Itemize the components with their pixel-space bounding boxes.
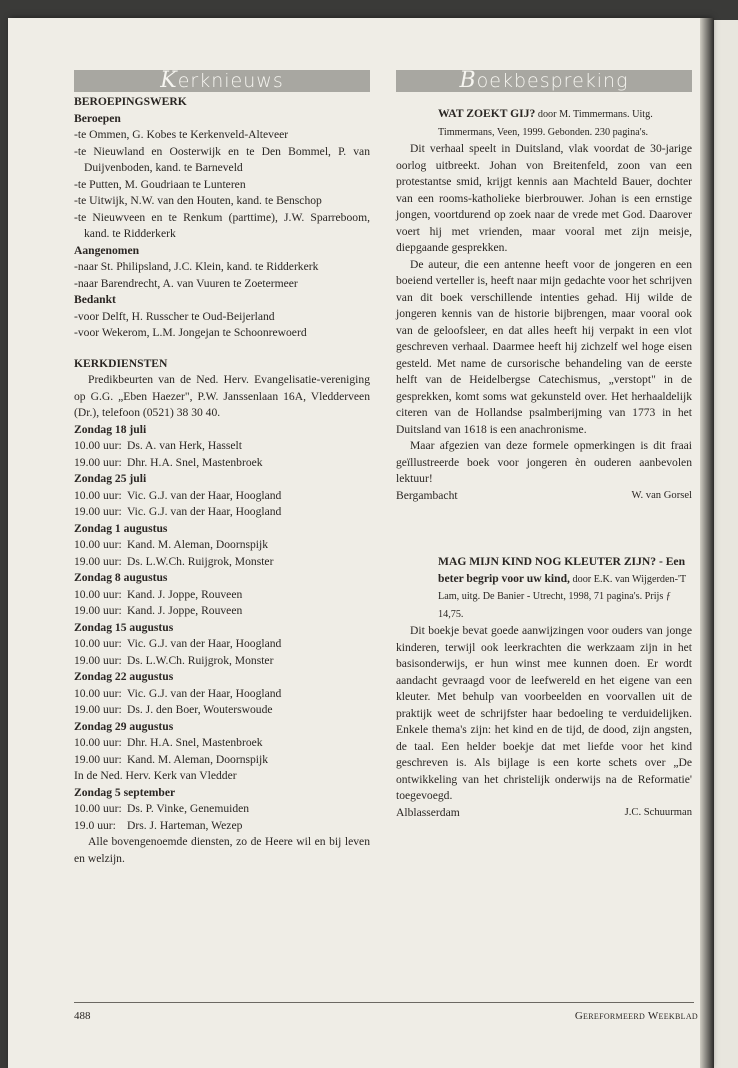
service-preacher: Vic. G.J. van der Haar, Hoogland [127,637,282,650]
kerknieuws-body [74,94,370,867]
kerknieuws-column [74,70,370,867]
service-time: 19.00 uur: [74,455,122,469]
review-1-heading [396,106,692,141]
publication-title: Gereformeerd Weekblad [574,1010,698,1022]
service-time: 10.00 uur: [74,686,122,700]
aangenomen-item: - naar St. Philipsland, J.C. Klein, kand. te Ridderkerk [74,259,370,276]
service-date: Zondag 15 augustus [74,620,174,634]
boekbespreking-header [396,70,692,92]
service-day [74,521,370,571]
service-day [74,471,370,521]
service-line [74,686,370,703]
service-date: Zondag 1 augustus [74,521,168,535]
service-preacher: Vic. G.J. van der Haar, Hoogland [127,686,282,700]
boekbespreking-column [396,70,692,821]
footer-rule [74,1002,694,1003]
aangenomen-title: Aangenomen [74,243,140,257]
service-line [74,587,370,604]
kerkdiensten-intro: Predikbeurten van de Ned. Herv. Evangelisatie-vereniging op G.G. „Eben Haezer", P.W. Janssenlaan 16A, Vledderveen (Dr.), telefoon (0521) 38 30 40. [74,373,370,419]
service-preacher: Vic. G.J. van der Haar, Hoogland [127,505,282,518]
service-date: Zondag 18 juli [74,422,147,436]
service-preacher: Kand. J. Joppe, Rouveen [127,604,243,617]
service-time: 10.00 uur: [74,637,122,650]
service-line [74,752,370,769]
boekbespreking-header-rest: oekbespreking [476,70,629,92]
service-time: 19.00 uur: [74,653,122,667]
aangenomen-item: - naar Barendrecht, A. van Vuuren te Zoetermeer [74,276,370,293]
kerknieuws-header-initial: K [160,68,178,93]
service-time: 19.00 uur: [74,752,122,766]
service-line [74,438,370,455]
service-time: 10.00 uur: [74,488,122,502]
service-preacher: Ds. A. van Herk, Hasselt [127,439,242,452]
service-time: 10.00 uur: [74,439,122,452]
service-preacher: Vic. G.J. van der Haar, Hoogland [127,488,282,502]
bedankt-item: - voor Wekerom, L.M. Jongejan te Schoonrewoerd [74,325,370,342]
kerknieuws-header-rest: erknieuws [177,70,284,92]
bedankt-item: - voor Delft, H. Russcher te Oud-Beijerland [74,309,370,326]
service-line [74,801,370,818]
service-time: 10.00 uur: [74,802,122,815]
review-1-title: WAT ZOEKT GIJ? [438,107,536,120]
service-preacher: Ds. P. Vinke, Genemuiden [127,802,250,815]
service-preacher: Kand. M. Aleman, Doornspijk [127,538,269,551]
service-line [74,603,370,620]
review-2-paragraph: Dit boekje bevat goede aanwijzingen voor ouders van jonge kinderen, terwijl ook leerkrachten die werkzaam zijn in het basisonderwijs, er hun winst mee kunnen doen. Er wordt aandacht gevraagd voor de leefwereld en het eigene van een kleuter. Met behulp van voorbeelden en voorvallen uit de praktijk weet de schrijfster haar bedoeling te verduidelijken. Enkele thema's zijn: het kind en de tijd, de dood, zijn angsten, de taal. Een helder boekje dat met liefde voor het kind geschreven is. Als bijlage is een korte schets over „De ontwikkeling van het christelijk onderwijs na de Reformatie' toegevoegd. [396,624,692,802]
service-day [74,422,370,472]
beroepen-item: - te Ommen, G. Kobes te Kerkenveld-Alteveer [74,127,370,144]
review-1-paragraph: De auteur, die een antenne heeft voor de jongeren en een boeiend verteller is, heeft naar mijn gedachte voor het schrijven van dit boek verschillende intenties gehad. Hij wilde de jongeren kennis van de historie bijbrengen, maar vooral ook van de geloofsleer, en dat alles heeft hij verpakt in een vlot geschreven verhaal. Daarmee heeft hij zichzelf wel hoge eisen gesteld. Met name de cursorische behandeling van de eerste helft van de Heidelbergse Catechismus, „verstopt" in de gesprekken, komt soms wat gekunsteld over. Het herhaaldelijk citeren van de Hollandse psalmberijming van 1773 in het Duitsland van 1618 is een anachronisme. [396,257,692,436]
service-line [74,735,370,752]
service-time: 19.00 uur: [74,703,122,716]
service-line [74,504,370,521]
next-page-edge [714,20,738,1068]
review-1-meta: door M. Timmermans. Uitg. Timmermans, Veen, 1999. Gebonden. 230 pagina's. [438,109,653,138]
service-time: 19.00 uur: [74,505,122,518]
service-date: Zondag 29 augustus [74,719,174,733]
service-time: 10.00 uur: [74,538,122,551]
kerkdiensten-closing: Alle bovengenoemde diensten, zo de Heere wil en bij leven en welzijn. [74,835,370,865]
book-gutter [700,18,714,1068]
beroepen-item: - te Putten, M. Goudriaan te Lunteren [74,177,370,194]
kerknieuws-header [74,70,370,92]
review-1-paragraph: Maar afgezien van deze formele opmerkingen is dit fraai geïllustreerde boek voor jongeren èn ouderen aanbevolen lektuur! [396,439,692,485]
service-line [74,818,370,835]
review-2 [396,554,692,821]
service-time: 10.00 uur: [74,587,122,601]
service-line [74,488,370,505]
service-line [74,636,370,653]
service-line [74,537,370,554]
service-preacher: Dhr. H.A. Snel, Mastenbroek [127,455,263,469]
service-preacher: Dhr. H.A. Snel, Mastenbroek [127,736,263,749]
service-time: 10.00 uur: [74,736,122,749]
service-day [74,570,370,620]
service-line [74,554,370,571]
review-2-heading [396,554,692,623]
beroepen-item: - te Nieuwland en Oosterwijk en te Den Bommel, P. van Duijvenboden, kand. te Barneveld [74,144,370,177]
service-preacher: Kand. J. Joppe, Rouveen [127,587,243,601]
service-time: 19.00 uur: [74,604,122,617]
review-1-author: W. van Gorsel [631,489,692,501]
service-preacher: Kand. M. Aleman, Doornspijk [127,752,269,766]
service-time: 19.00 uur: [74,554,122,568]
service-date: Zondag 8 augustus [74,571,168,584]
service-preacher: Ds. L.W.Ch. Ruijgrok, Monster [127,653,274,667]
review-1 [396,106,692,504]
boekbespreking-header-initial: B [459,68,477,93]
review-1-paragraph: Dit verhaal speelt in Duitsland, vlak voordat de 30-jarige oorlog uitbreekt. Johan von Breitenfeld, zoon van een protestantse smid, krijgt kennis aan Machteld Bauer, dochter van een rooms-katholieke bierbrouwer. Johan is een ernstige jongen, voortdurend op zoek naar de vrede met God. Daarover voert hij met vrienden, maar vooral met zijn meisje, diepgaande gesprekken. [396,142,692,254]
service-line [74,702,370,719]
review-2-place: Alblasserdam [396,805,460,819]
beroepen-item: - te Nieuwveen en te Renkum (parttime), J.W. Sparreboom, kand. te Ridderkerk [74,210,370,243]
review-2-meta: door E.K. van Wijgerden-'T Lam, uitg. De Banier - Utrecht, 1998, 71 pagina's. Prijs ƒ 14,75. [438,573,686,620]
beroepen-title: Beroepen [74,111,121,125]
bedankt-title: Bedankt [74,293,116,306]
review-2-signature [396,805,692,822]
service-day [74,719,370,769]
service-day [74,620,370,670]
service-day [74,669,370,719]
kerkdiensten-title: KERKDIENSTEN [74,356,168,370]
service-time: 19.0 uur: [74,818,116,832]
service-date: Zondag 25 juli [74,472,147,485]
service-preacher: Ds. J. den Boer, Wouterswoude [127,703,273,716]
service-date: Zondag 5 september [74,785,176,799]
vledder-line: In de Ned. Herv. Kerk van Vledder [74,769,237,782]
review-2-author: J.C. Schuurman [624,806,692,818]
service-preacher: Ds. L.W.Ch. Ruijgrok, Monster [127,554,274,568]
review-1-signature [396,488,692,505]
service-line [74,455,370,472]
service-line [74,653,370,670]
review-1-place: Bergambacht [396,488,458,502]
beroepingswerk-title: BEROEPINGSWERK [74,95,187,108]
service-day [74,785,370,835]
service-date: Zondag 22 augustus [74,670,174,683]
service-preacher: Drs. J. Harteman, Wezep [127,818,243,832]
review-2-title: MAG MIJN KIND NOG KLEUTER ZIJN? - Een beter begrip voor uw kind, [438,555,686,585]
beroepen-item: - te Uitwijk, N.W. van den Houten, kand. te Benschop [74,193,370,210]
page-number: 488 [74,1010,91,1022]
